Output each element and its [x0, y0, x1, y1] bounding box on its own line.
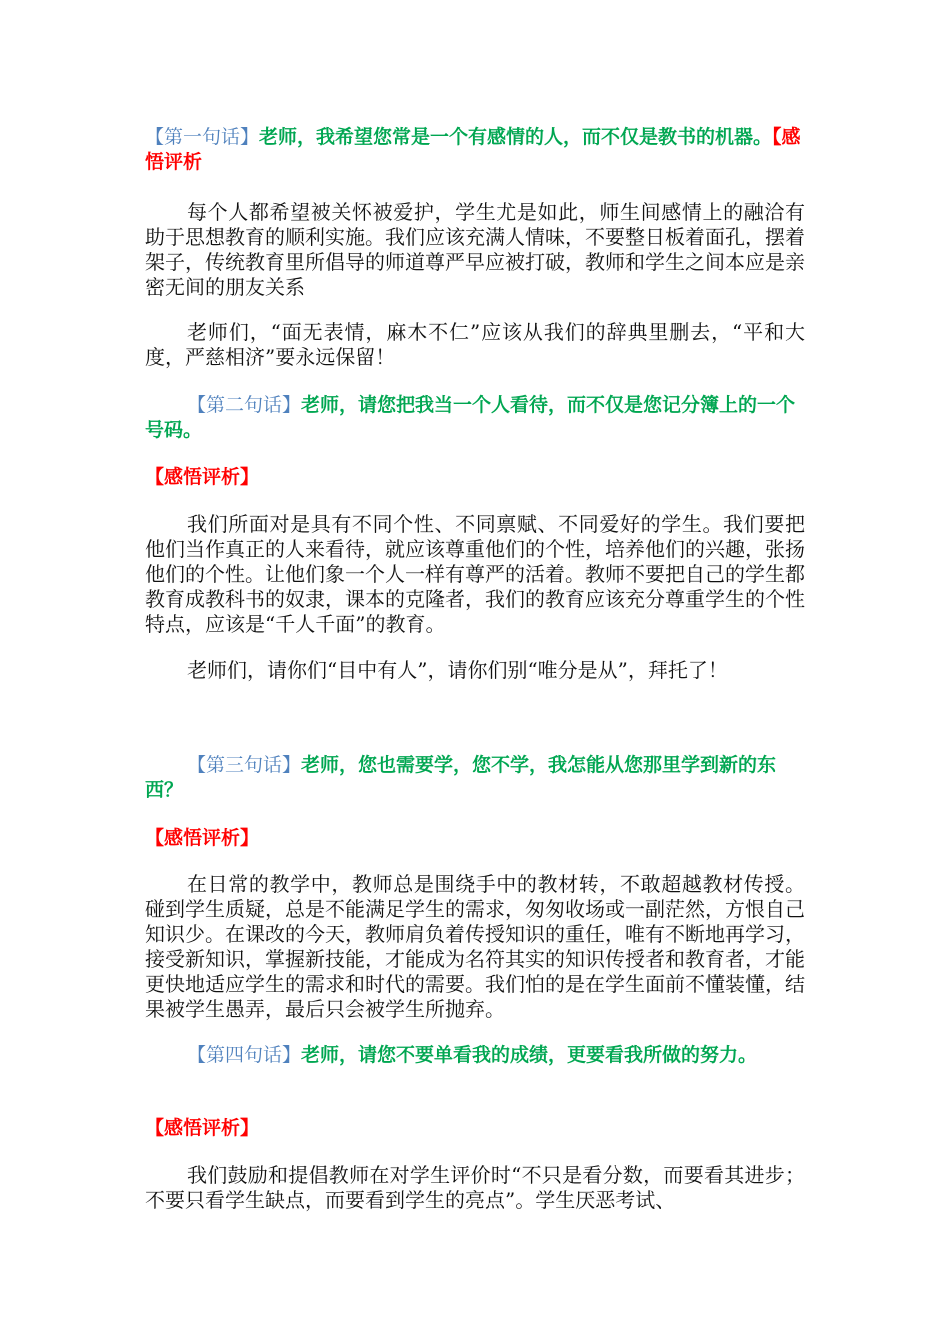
- section-2-paragraph-1: 我们所面对是具有不同个性、不同禀赋、不同爱好的学生。我们要把他们当作真正的人来看待，就应该尊重他们的个性，培养他们的兴趣，张扬他们的个性。让他们象一个人一样有尊严的活着。教师不要把自己的学生都教育成教科书的奴隶，课本的克隆者，我们的教育应该充分尊重学生的个性特点，应该是“千人千面”的教育。: [145, 512, 805, 636]
- section-1-heading: [145, 125, 805, 175]
- section-1-review-tag: 【感悟评析: [145, 126, 801, 173]
- section-3-heading: [145, 753, 805, 803]
- section-3-tag: 【第三句话】: [187, 754, 302, 776]
- section-3-paragraph-1: 在日常的教学中，教师总是围绕手中的教材转，不敢超越教材传授。碰到学生质疑，总是不能满足学生的需求，匆匆收场或一副茫然，方恨自己知识少。在课改的今天，教师肩负着传授知识的重任，唯有不断地再学习，接受新知识，掌握新技能，才能成为名符其实的知识传授者和教育者，才能更快地适应学生的需求和时代的需要。我们怕的是在学生面前不懂装懂，结果被学生愚弄，最后只会被学生所抛弃。: [145, 872, 805, 1021]
- section-1-title: 老师，我希望您常是一个有感情的人，而不仅是教书的机器。: [259, 126, 773, 148]
- section-2-review-heading: 【感悟评析】: [145, 466, 260, 488]
- section-4-title: 老师，请您不要单看我的成绩，更要看我所做的努力。: [301, 1044, 758, 1066]
- section-4-heading: [145, 1043, 805, 1068]
- section-2-paragraph-2: 老师们，请你们“目中有人”，请你们别“唯分是从”，拜托了！: [187, 658, 728, 682]
- section-4-paragraph-1: 我们鼓励和提倡教师在对学生评价时“不只是看分数，而要看其进步；不要只看学生缺点，而要看到学生的亮点”。学生厌恶考试、: [145, 1163, 805, 1212]
- section-4-review-heading: 【感悟评析】: [145, 1117, 260, 1139]
- section-2-title: 老师，请您把我当一个人看待，而不仅是您记分簿上的一个号码。: [145, 394, 796, 441]
- section-1-paragraph-1: 每个人都希望被关怀被爱护，学生尤是如此，师生间感情上的融洽有助于思想教育的顺利实施。我们应该充满人情味，不要整日板着面孔，摆着架子，传统教育里所倡导的师道尊严早应被打破，教师和学生之间本应是亲密无间的朋友关系: [145, 200, 805, 299]
- section-1-paragraph-2: 老师们，“面无表情，麻木不仁”应该从我们的辞典里删去，“平和大度，严慈相济”要永远保留！: [145, 320, 805, 369]
- section-2-tag: 【第二句话】: [187, 394, 302, 416]
- section-2-heading: [145, 393, 805, 443]
- section-1-tag: 【第一句话】: [145, 126, 260, 148]
- section-4-tag: 【第四句话】: [187, 1044, 302, 1066]
- section-3-review-heading: 【感悟评析】: [145, 827, 260, 849]
- section-3-title: 老师，您也需要学，您不学，我怎能从您那里学到新的东西？: [145, 754, 777, 801]
